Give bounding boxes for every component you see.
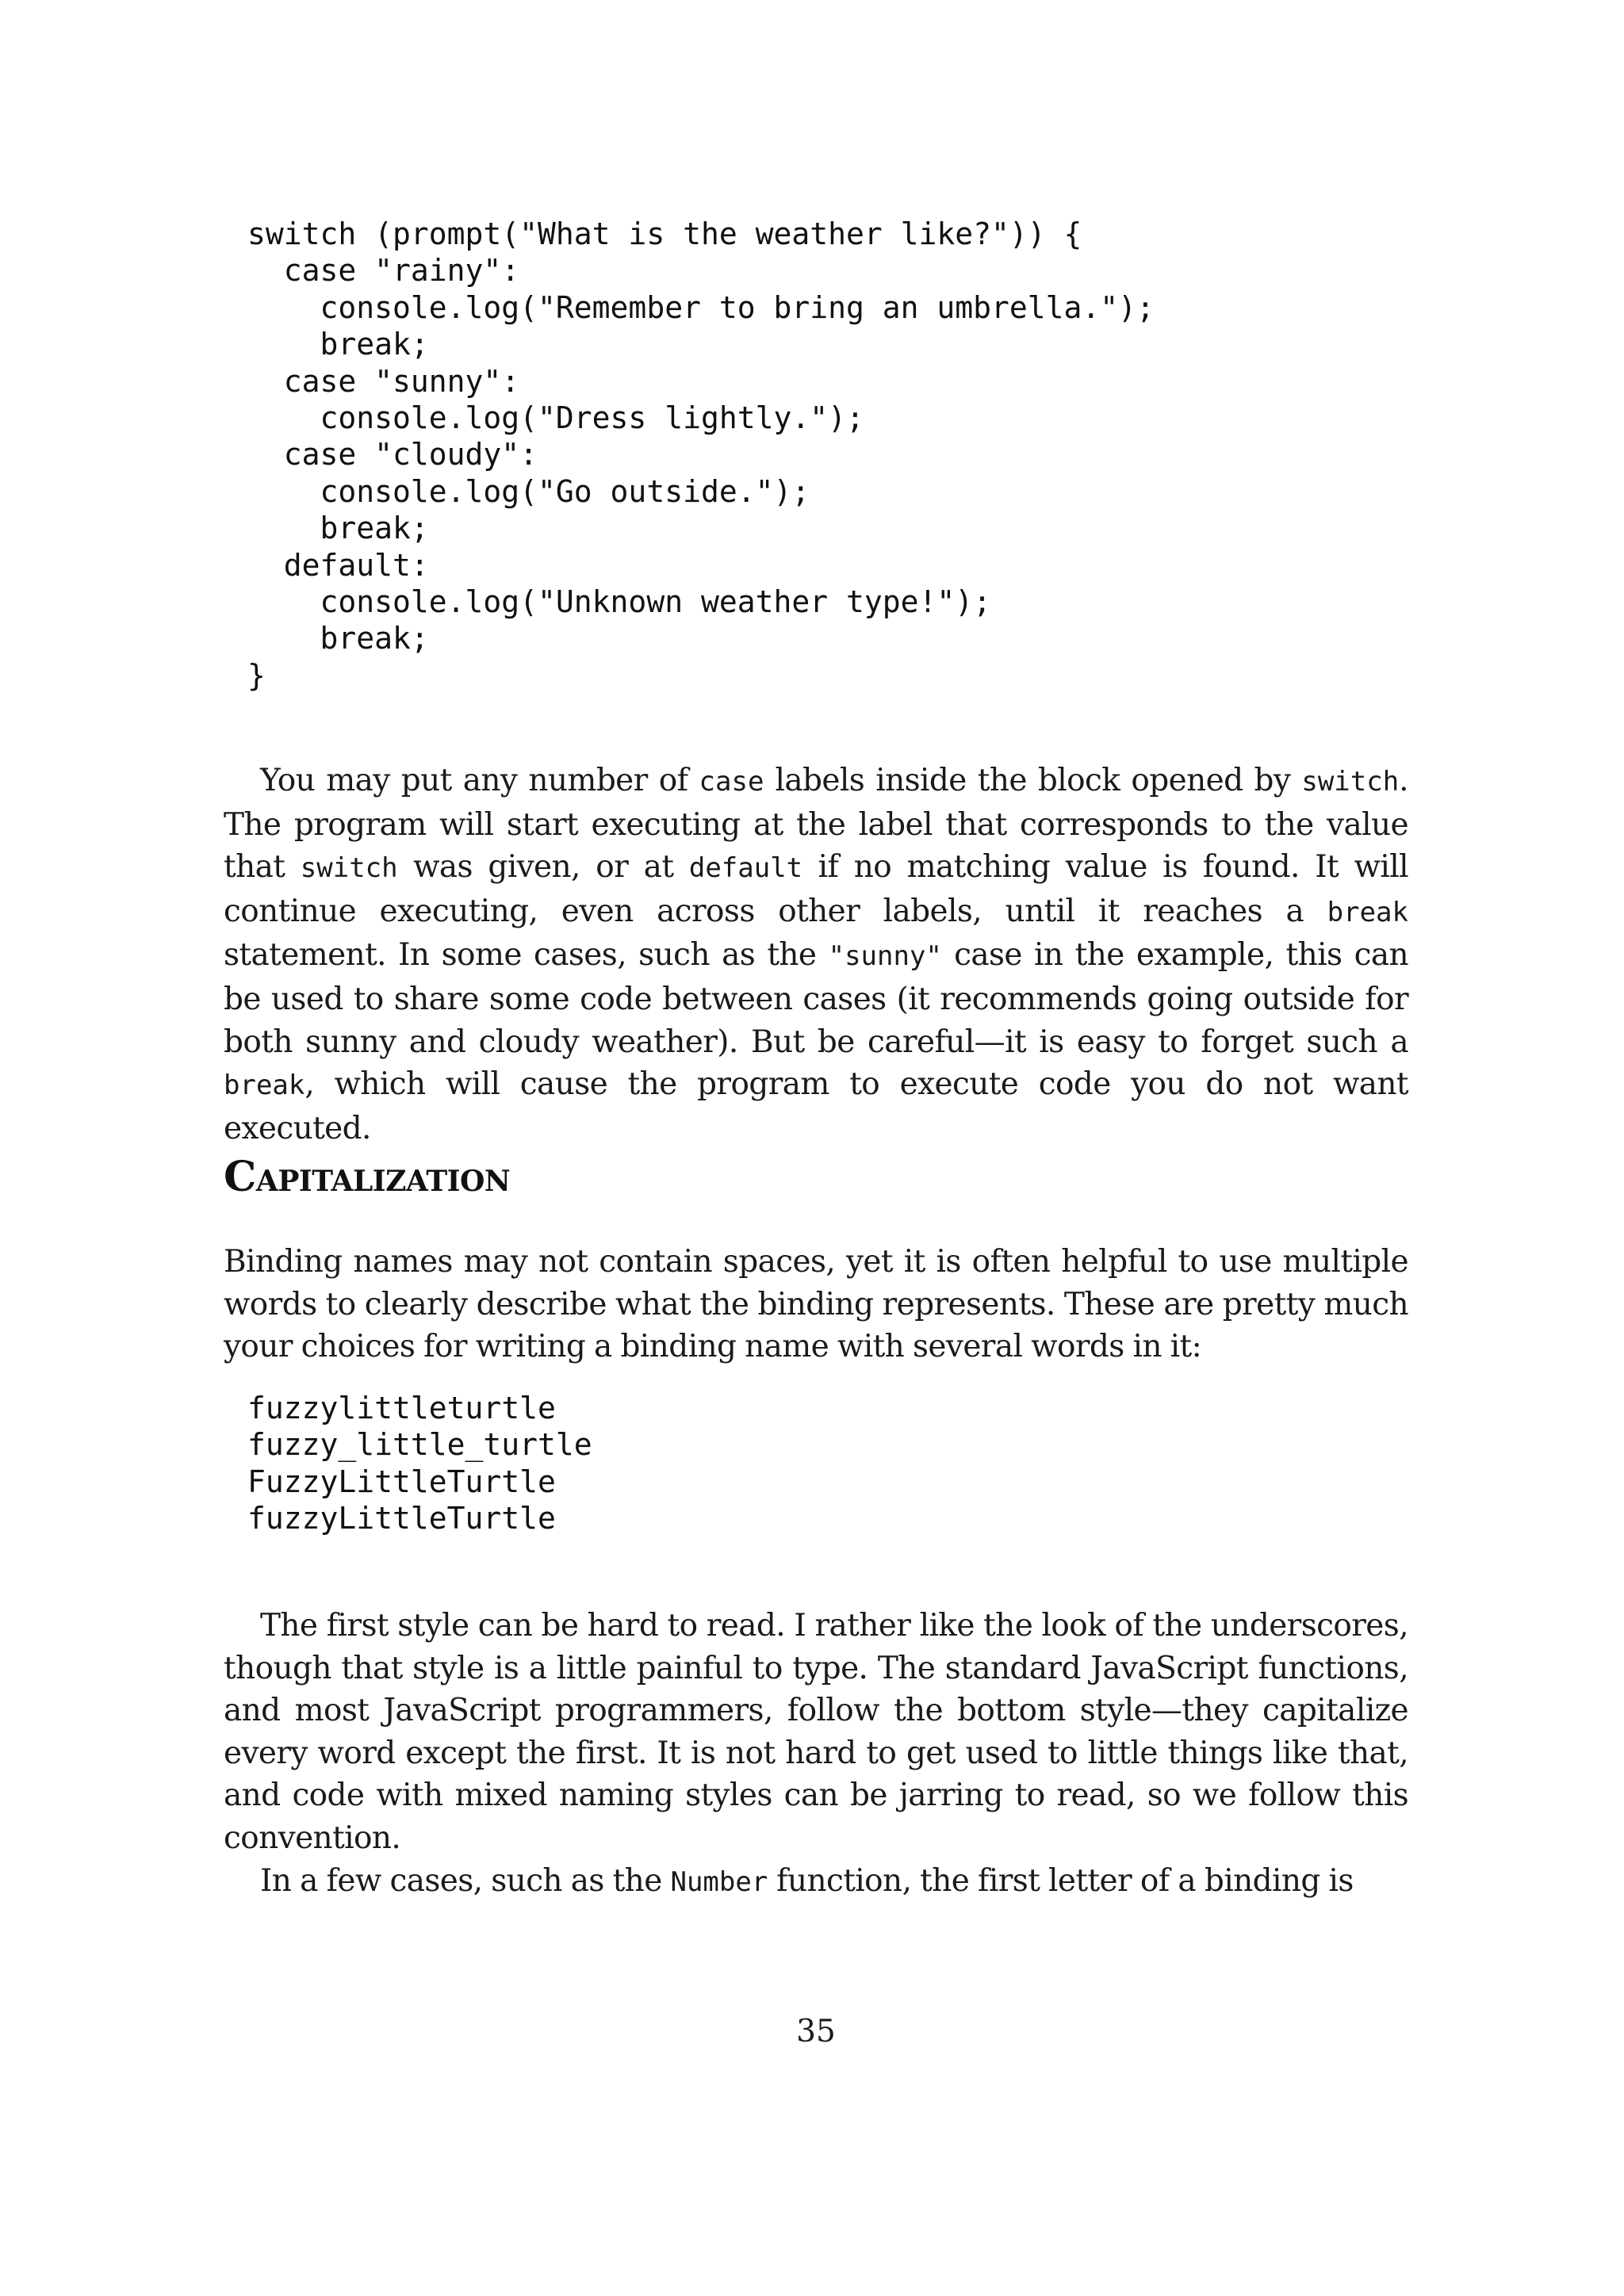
code-line: switch (prompt("What is the weather like?")) {	[247, 216, 1082, 251]
code-line: break;	[247, 327, 429, 362]
prose-section-binding-names	[224, 1241, 1408, 1368]
code-line: case "rainy":	[247, 253, 520, 289]
code-block-switch	[247, 216, 1155, 694]
text-run: In a few cases, such as the	[260, 1862, 671, 1899]
section-heading: Capitalization	[224, 1153, 511, 1201]
prose-section-switch	[224, 760, 1408, 1150]
prose-section-conventions	[224, 1605, 1408, 1904]
code-line: fuzzylittleturtle	[247, 1391, 556, 1425]
code-line: case "cloudy":	[247, 437, 538, 473]
inline-code: Number	[670, 1866, 768, 1898]
text-run: if no matching value is found. It will continue executing, even across other labels, until it reaches a	[224, 849, 1408, 929]
text-run: , which will cause the program to execute code you do not want executed.	[224, 1066, 1408, 1146]
code-line: console.log("Remember to bring an umbrella.");	[247, 289, 1155, 325]
text-run: You may put any number of	[260, 763, 699, 798]
inline-code: "sunny"	[828, 940, 942, 973]
code-line: case "sunny":	[247, 363, 520, 399]
code-line: FuzzyLittleTurtle	[247, 1464, 556, 1499]
inline-code: default	[688, 852, 803, 885]
inline-code: switch	[1301, 766, 1400, 798]
text-run: labels inside the block opened by	[764, 763, 1302, 798]
paragraph	[224, 1860, 1408, 1904]
inline-code: break	[1327, 896, 1408, 928]
code-line: fuzzyLittleTurtle	[247, 1501, 556, 1536]
text-run: The first style can be hard to read. I rather like the look of the underscores, though that style is a little painful to type. The standard JavaScript functions, and most JavaScript programmers, follow the bottom style—they capitalize every word except the first. It is not hard to get used to little things like that, and code with mixed naming styles can be jarring to read, so we follow this convention.	[224, 1608, 1408, 1856]
text-run: Binding names may not contain spaces, yet it is often helpful to use multiple words to clearly describe what the binding represents. These are pretty much your choices for writing a binding name with several words in it:	[224, 1244, 1408, 1365]
text-run: case in the example, this can be used to share some code between cases (it recommends going outside for both sunny and cloudy weather). But be careful—it is easy to forget such a	[224, 937, 1408, 1060]
code-line: console.log("Dress lightly.");	[247, 400, 864, 436]
code-line: console.log("Unknown weather type!");	[247, 584, 991, 620]
page-number: 35	[796, 2014, 836, 2049]
code-line: }	[247, 657, 266, 693]
inline-code: case	[699, 766, 764, 798]
paragraph	[224, 1241, 1408, 1368]
code-line: break;	[247, 621, 429, 656]
code-block-naming-styles	[247, 1390, 592, 1537]
inline-code: switch	[300, 852, 398, 885]
text-run: statement. In some cases, such as the	[224, 937, 829, 974]
code-line: break;	[247, 511, 429, 546]
text-run: was given, or at	[397, 849, 689, 886]
code-line: console.log("Go outside.");	[247, 473, 810, 509]
paragraph	[224, 1605, 1408, 1860]
paragraph	[224, 760, 1408, 1150]
inline-code: break	[224, 1070, 305, 1102]
text-run: function, the first letter of a binding is	[768, 1862, 1354, 1899]
code-line: fuzzy_little_turtle	[247, 1427, 592, 1463]
text-run: . The program will start executing at the label that corresponds to the value that	[224, 763, 1408, 886]
code-line: default:	[247, 547, 429, 583]
document-page	[224, 0, 1408, 2296]
